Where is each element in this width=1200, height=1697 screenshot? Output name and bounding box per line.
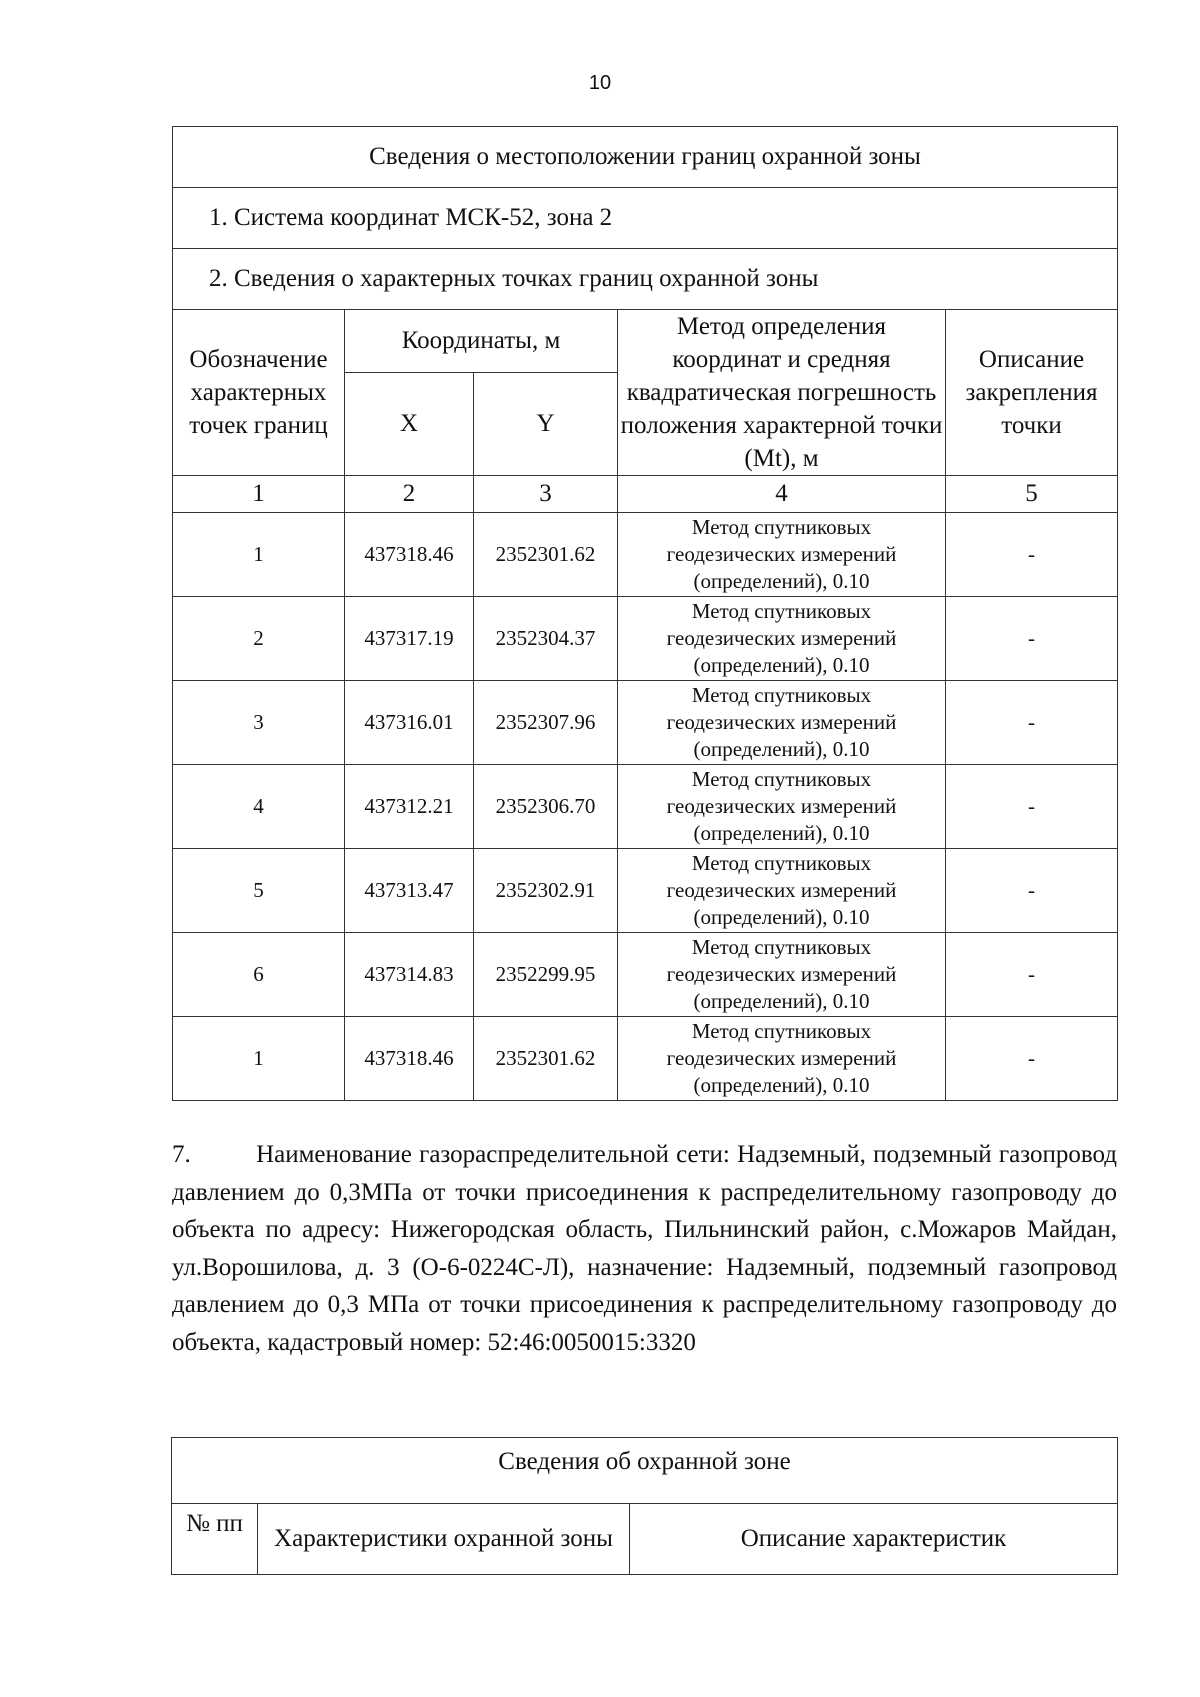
coordinate-y: 2352301.62 bbox=[474, 513, 618, 597]
header-designation: Обозначение характерных точек границ bbox=[173, 310, 345, 476]
method-line: Метод спутниковых bbox=[691, 1019, 872, 1043]
coordinate-x: 437317.19 bbox=[345, 597, 474, 681]
method-line: (определений), 0.10 bbox=[693, 737, 870, 761]
method-line: геодезических измерений bbox=[666, 710, 897, 734]
protection-zone-boundaries-table bbox=[172, 126, 1118, 1101]
header-method: Метод определения координат и средняя квадратическая погрешность положения характерной точки (Mt), м bbox=[618, 310, 946, 476]
method-line: (определений), 0.10 bbox=[693, 1073, 870, 1097]
page-number: 10 bbox=[588, 72, 612, 94]
coordinate-x: 437318.46 bbox=[345, 1017, 474, 1101]
method-line: геодезических измерений bbox=[666, 962, 897, 986]
coordinate-system-row: 1. Система координат МСК-52, зона 2 bbox=[173, 188, 1118, 249]
coordinate-x: 437316.01 bbox=[345, 681, 474, 765]
method-line: Метод спутниковых bbox=[691, 683, 872, 707]
method-line: (определений), 0.10 bbox=[693, 569, 870, 593]
point-description: - bbox=[946, 681, 1118, 765]
header-y: Y bbox=[474, 372, 618, 476]
method-line: (определений), 0.10 bbox=[693, 821, 870, 845]
header-row-number: № пп bbox=[172, 1504, 258, 1575]
header-description: Описание закрепления точки bbox=[946, 310, 1118, 476]
header-coordinates: Координаты, м bbox=[345, 310, 618, 373]
point-description: - bbox=[946, 597, 1118, 681]
column-number: 3 bbox=[474, 476, 618, 513]
point-designation: 6 bbox=[173, 933, 345, 1017]
column-number: 2 bbox=[345, 476, 474, 513]
method-line: Метод спутниковых bbox=[691, 599, 872, 623]
method-line: геодезических измерений bbox=[666, 1046, 897, 1070]
protection-zone-info-table bbox=[171, 1437, 1118, 1575]
coordinate-y: 2352302.91 bbox=[474, 849, 618, 933]
method-cell bbox=[618, 597, 946, 681]
table-row bbox=[173, 765, 1118, 849]
method-cell bbox=[618, 1017, 946, 1101]
method-cell bbox=[618, 681, 946, 765]
coordinate-y: 2352307.96 bbox=[474, 681, 618, 765]
zone-table-title: Сведения о местоположении границ охранной зоны bbox=[173, 127, 1118, 188]
point-designation: 1 bbox=[173, 513, 345, 597]
method-line: геодезических измерений bbox=[666, 626, 897, 650]
method-line: геодезических измерений bbox=[666, 878, 897, 902]
method-line: (определений), 0.10 bbox=[693, 653, 870, 677]
coordinate-y: 2352306.70 bbox=[474, 765, 618, 849]
gas-network-paragraph: 7. Наименование газораспределительной сети: Надземный, подземный газопровод давлением до 0,3МПа от точки присоединения к распределительному газопроводу до объекта по адресу: Нижегородская область, Пильнинский район, с.Можаров Майдан, ул.Ворошилова, д. 3 (О-6-0224С-Л), назначение: Надземный, подземный газопровод давлением до 0,3 МПа от точки присоединения к распределительному газопроводу до объекта, кадастровый номер: 52:46:0050015:3320 bbox=[172, 1141, 1117, 1356]
points-heading-row: 2. Сведения о характерных точках границ охранной зоны bbox=[173, 249, 1118, 310]
method-line: геодезических измерений bbox=[666, 794, 897, 818]
header-characteristics: Характеристики охранной зоны bbox=[258, 1504, 630, 1575]
point-designation: 4 bbox=[173, 765, 345, 849]
method-line: геодезических измерений bbox=[666, 542, 897, 566]
table-row bbox=[173, 513, 1118, 597]
method-cell bbox=[618, 849, 946, 933]
point-description: - bbox=[946, 1017, 1118, 1101]
coordinate-x: 437313.47 bbox=[345, 849, 474, 933]
method-line: (определений), 0.10 bbox=[693, 989, 870, 1013]
coordinate-y: 2352299.95 bbox=[474, 933, 618, 1017]
info-table-title: Сведения об охранной зоне bbox=[172, 1438, 1118, 1504]
point-designation: 3 bbox=[173, 681, 345, 765]
method-cell bbox=[618, 513, 946, 597]
point-description: - bbox=[946, 513, 1118, 597]
column-number: 1 bbox=[173, 476, 345, 513]
method-line: (определений), 0.10 bbox=[693, 905, 870, 929]
table-row bbox=[173, 1017, 1118, 1101]
column-number: 5 bbox=[946, 476, 1118, 513]
table-row bbox=[173, 597, 1118, 681]
coordinate-x: 437314.83 bbox=[345, 933, 474, 1017]
point-designation: 2 bbox=[173, 597, 345, 681]
method-line: Метод спутниковых bbox=[691, 767, 872, 791]
point-description: - bbox=[946, 765, 1118, 849]
table-row bbox=[173, 849, 1118, 933]
coordinate-x: 437312.21 bbox=[345, 765, 474, 849]
coordinate-x: 437318.46 bbox=[345, 513, 474, 597]
method-cell bbox=[618, 765, 946, 849]
method-line: Метод спутниковых bbox=[691, 851, 872, 875]
header-characteristics-description: Описание характеристик bbox=[630, 1504, 1118, 1575]
method-line: Метод спутниковых bbox=[691, 515, 872, 539]
table-row bbox=[173, 933, 1118, 1017]
coordinate-y: 2352301.62 bbox=[474, 1017, 618, 1101]
table-row bbox=[173, 681, 1118, 765]
coordinate-y: 2352304.37 bbox=[474, 597, 618, 681]
point-designation: 1 bbox=[173, 1017, 345, 1101]
column-number: 4 bbox=[618, 476, 946, 513]
point-description: - bbox=[946, 933, 1118, 1017]
method-cell bbox=[618, 933, 946, 1017]
header-x: X bbox=[345, 372, 474, 476]
point-designation: 5 bbox=[173, 849, 345, 933]
point-description: - bbox=[946, 849, 1118, 933]
method-line: Метод спутниковых bbox=[691, 935, 872, 959]
